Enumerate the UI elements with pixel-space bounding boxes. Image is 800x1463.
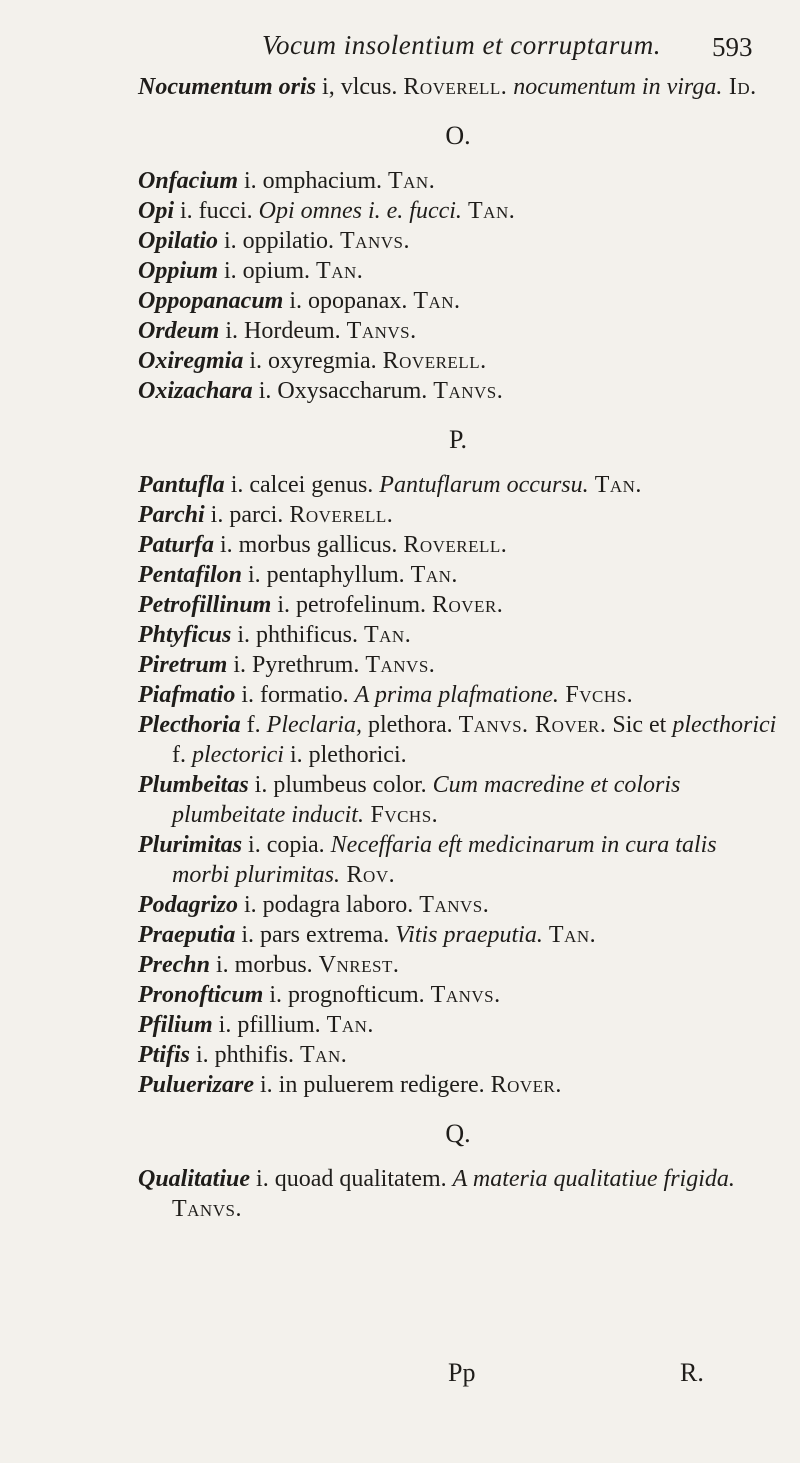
dictionary-entry: [138, 710, 778, 770]
headword: Podagrizo: [138, 892, 239, 918]
definition: i, vlcus.: [316, 74, 404, 100]
definition: i. opopanax.: [283, 288, 414, 314]
source: Rover.: [432, 592, 504, 618]
source: Fvchs.: [558, 682, 634, 708]
dictionary-entry: [138, 890, 778, 920]
definition: i. morbus gallicus.: [214, 532, 404, 558]
source: Tanvs. Rover.: [458, 712, 607, 738]
dictionary-entry: [138, 500, 778, 530]
source: Rover.: [490, 1072, 562, 1098]
definition: f.: [240, 712, 267, 738]
definition: i. petrofelinum.: [271, 592, 432, 618]
headword: Qualitatiue: [138, 1166, 251, 1192]
source: Tan.: [363, 622, 412, 648]
definition: i. oxyregmia.: [243, 348, 383, 374]
source: Roverell.: [403, 532, 508, 558]
dictionary-entry: [138, 1070, 778, 1100]
example: plecthorici: [672, 712, 777, 738]
definition: i. calcei genus.: [224, 472, 380, 498]
dictionary-entry: [138, 316, 778, 346]
example: A prima plafmatione.: [354, 682, 559, 708]
headword: Pfilium: [138, 1012, 213, 1038]
example: Pleclaria,: [266, 712, 362, 738]
definition: f.: [172, 742, 192, 768]
catchword: R.: [680, 1358, 704, 1387]
source: Tan.: [588, 472, 642, 498]
source: Tan.: [326, 1012, 374, 1038]
signature-mark: Pp: [448, 1358, 476, 1387]
definition: i. pars extrema.: [235, 922, 396, 948]
headword: Plumbeitas: [138, 772, 249, 798]
headword: Piretrum: [138, 652, 228, 678]
example: A materia qualitatiue frigida.: [452, 1166, 735, 1192]
definition: i. plethorici.: [283, 742, 407, 768]
definition: i. Pyrethrum.: [227, 652, 366, 678]
definition: i. prognofticum.: [263, 982, 431, 1008]
headword: Pentafilon: [138, 562, 243, 588]
headword: Oppopanacum: [138, 288, 284, 314]
example: Pantuflarum occursu.: [379, 472, 589, 498]
dictionary-entries: [138, 72, 778, 1224]
dictionary-entry: [138, 286, 778, 316]
section-letter: Q.: [445, 1119, 471, 1148]
dictionary-entry: [138, 1040, 778, 1070]
source: Tan.: [542, 922, 597, 948]
example: nocumentum in virga.: [507, 74, 723, 100]
definition: i. omphacium.: [238, 168, 388, 194]
headword: Prechn: [138, 952, 210, 978]
definition: i. parci.: [204, 502, 290, 528]
definition: i. morbus.: [210, 952, 319, 978]
headword: Parchi: [138, 502, 205, 528]
definition: i. pfillium.: [212, 1012, 327, 1038]
dictionary-entry: [138, 226, 778, 256]
headword: Oxizachara: [138, 378, 253, 404]
definition: i. quoad qualitatem.: [250, 1166, 453, 1192]
headword: Opi: [138, 198, 174, 224]
definition: i. opium.: [218, 258, 317, 284]
headword: Praeputia: [138, 922, 236, 948]
page-number: 593: [712, 32, 753, 62]
source: Tanvs.: [365, 652, 436, 678]
dictionary-entry: [138, 530, 778, 560]
dictionary-entry: [138, 560, 778, 590]
example: plectorici: [192, 742, 284, 768]
source: Tanvs.: [419, 892, 490, 918]
dictionary-entry: [138, 1010, 778, 1040]
headword: Paturfa: [138, 532, 215, 558]
source: Tan.: [410, 562, 458, 588]
definition: i. plumbeus color.: [248, 772, 433, 798]
definition: i. oppilatio.: [218, 228, 341, 254]
running-title: Vocum insolentium et corruptarum.: [262, 30, 661, 60]
definition: i. podagra laboro.: [238, 892, 420, 918]
source: Tanvs.: [172, 1196, 242, 1222]
dictionary-entry: [138, 650, 778, 680]
source: Tanvs.: [430, 982, 501, 1008]
definition: i. formatio.: [235, 682, 355, 708]
definition: i. phthificus.: [231, 622, 364, 648]
dictionary-entry: [138, 72, 778, 102]
source: Rov.: [340, 862, 396, 888]
source: Tanvs.: [346, 318, 417, 344]
headword: Nocumentum oris: [138, 74, 317, 100]
dictionary-entry: [138, 980, 778, 1010]
page-footer: [0, 1358, 800, 1394]
example: Cum macredine et coloris plumbeitate inducit.: [172, 772, 681, 828]
source: Fvchs.: [363, 802, 439, 828]
headword: Plurimitas: [138, 832, 243, 858]
source: Tan.: [316, 258, 364, 284]
headword: Phtyficus: [138, 622, 232, 648]
dictionary-entry: [138, 346, 778, 376]
headword: Pantufla: [138, 472, 225, 498]
dictionary-entry: [138, 830, 778, 890]
source: Id.: [722, 74, 757, 100]
headword: Piafmatio: [138, 682, 236, 708]
section-letter: P.: [448, 425, 468, 454]
example: Vitis praeputia.: [395, 922, 543, 948]
definition: Sic et: [606, 712, 673, 738]
dictionary-entry: [138, 620, 778, 650]
source: Tan.: [388, 168, 436, 194]
source: Tan.: [461, 198, 516, 224]
definition: i. Hordeum.: [219, 318, 347, 344]
example: Neceffaria eft medicinarum in cura talis morbi plurimitas.: [172, 832, 717, 888]
source: Tan.: [413, 288, 461, 314]
headword: Oppium: [138, 258, 219, 284]
dictionary-entry: [138, 950, 778, 980]
section-letter: O.: [445, 121, 471, 150]
dictionary-entry: [138, 1164, 778, 1224]
definition: i. copia.: [242, 832, 331, 858]
dictionary-entry: [138, 470, 778, 500]
source: Roverell.: [289, 502, 394, 528]
headword: Puluerizare: [138, 1072, 255, 1098]
headword: Ordeum: [138, 318, 220, 344]
dictionary-entry: [138, 920, 778, 950]
example: Opi omnes i. e. fucci.: [258, 198, 462, 224]
definition: i. pentaphyllum.: [242, 562, 411, 588]
source: Vnrest.: [318, 952, 400, 978]
headword: Oxiregmia: [138, 348, 244, 374]
source: Tanvs.: [340, 228, 410, 254]
headword: Ptifis: [138, 1042, 190, 1068]
definition: i. phthifis.: [190, 1042, 301, 1068]
dictionary-entry: [138, 166, 778, 196]
source: Roverell.: [382, 348, 487, 374]
headword: Opilatio: [138, 228, 219, 254]
definition: i. fucci.: [174, 198, 259, 224]
headword: Pronofticum: [138, 982, 264, 1008]
definition: i. Oxysaccharum.: [252, 378, 434, 404]
headword: Plecthoria: [138, 712, 241, 738]
definition: plethora.: [361, 712, 459, 738]
source: Roverell.: [403, 74, 508, 100]
source: Tanvs.: [433, 378, 504, 404]
dictionary-entry: [138, 770, 778, 830]
page-header: [0, 28, 800, 68]
headword: Onfacium: [138, 168, 239, 194]
dictionary-entry: [138, 256, 778, 286]
dictionary-entry: [138, 680, 778, 710]
source: Tan.: [300, 1042, 348, 1068]
dictionary-entry: [138, 376, 778, 406]
dictionary-entry: [138, 590, 778, 620]
dictionary-entry: [138, 196, 778, 226]
definition: i. in puluerem redigere.: [254, 1072, 491, 1098]
headword: Petrofillinum: [138, 592, 272, 618]
